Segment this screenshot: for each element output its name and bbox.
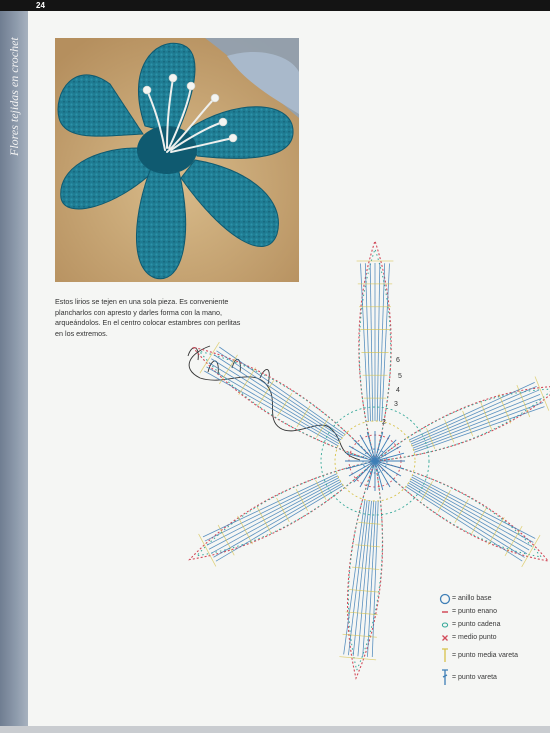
- cross-icon: [438, 631, 452, 644]
- caption-line: plancharlos con apresto y darles forma con la mano,: [55, 307, 222, 317]
- side-title: Flores tejidas en crochet: [7, 37, 21, 156]
- legend-item: [438, 631, 550, 644]
- legend-label: = punto vareta: [452, 673, 497, 681]
- oval-icon: [438, 618, 452, 631]
- legend-item: [438, 592, 550, 605]
- legend-label: = punto media vareta: [452, 651, 518, 659]
- row-number: 6: [396, 357, 400, 364]
- petal-chart: [375, 461, 548, 567]
- legend-label: = punto cadena: [452, 621, 501, 628]
- bottom-edge: [0, 726, 550, 733]
- stitch-path-curl: [189, 346, 360, 460]
- legend-item: [438, 618, 550, 631]
- legend-item: [438, 605, 550, 618]
- row-number: 2: [382, 419, 386, 426]
- caption-line: en los extremos.: [55, 328, 108, 338]
- petal-chart: [193, 342, 375, 461]
- double-t-icon: [438, 671, 452, 684]
- petal-chart: [190, 461, 375, 566]
- row-number: 4: [396, 387, 400, 394]
- legend-label: = punto enano: [452, 608, 497, 615]
- row-number: 5: [398, 373, 402, 380]
- side-band: [0, 11, 28, 726]
- page-number: 24: [36, 1, 45, 10]
- dash-icon: [438, 605, 452, 618]
- row-number: 3: [394, 401, 398, 408]
- petal-chart: [375, 377, 550, 461]
- top-bar: [0, 0, 550, 11]
- legend-label: = medio punto: [452, 634, 497, 641]
- caption-line: arqueándolos. En el centro colocar estambres con perlitas: [55, 318, 241, 328]
- legend-item: [438, 666, 550, 688]
- caption-line: Estos lirios se tejen en una sola pieza. Es conveniente: [55, 297, 229, 306]
- legend-label: = anillo base: [452, 595, 492, 602]
- t-icon: [438, 649, 452, 662]
- legend: [438, 592, 550, 688]
- legend-item: [438, 644, 550, 666]
- petal-chart: [357, 241, 394, 461]
- ring-icon: [438, 592, 452, 605]
- petal-chart: [339, 461, 382, 678]
